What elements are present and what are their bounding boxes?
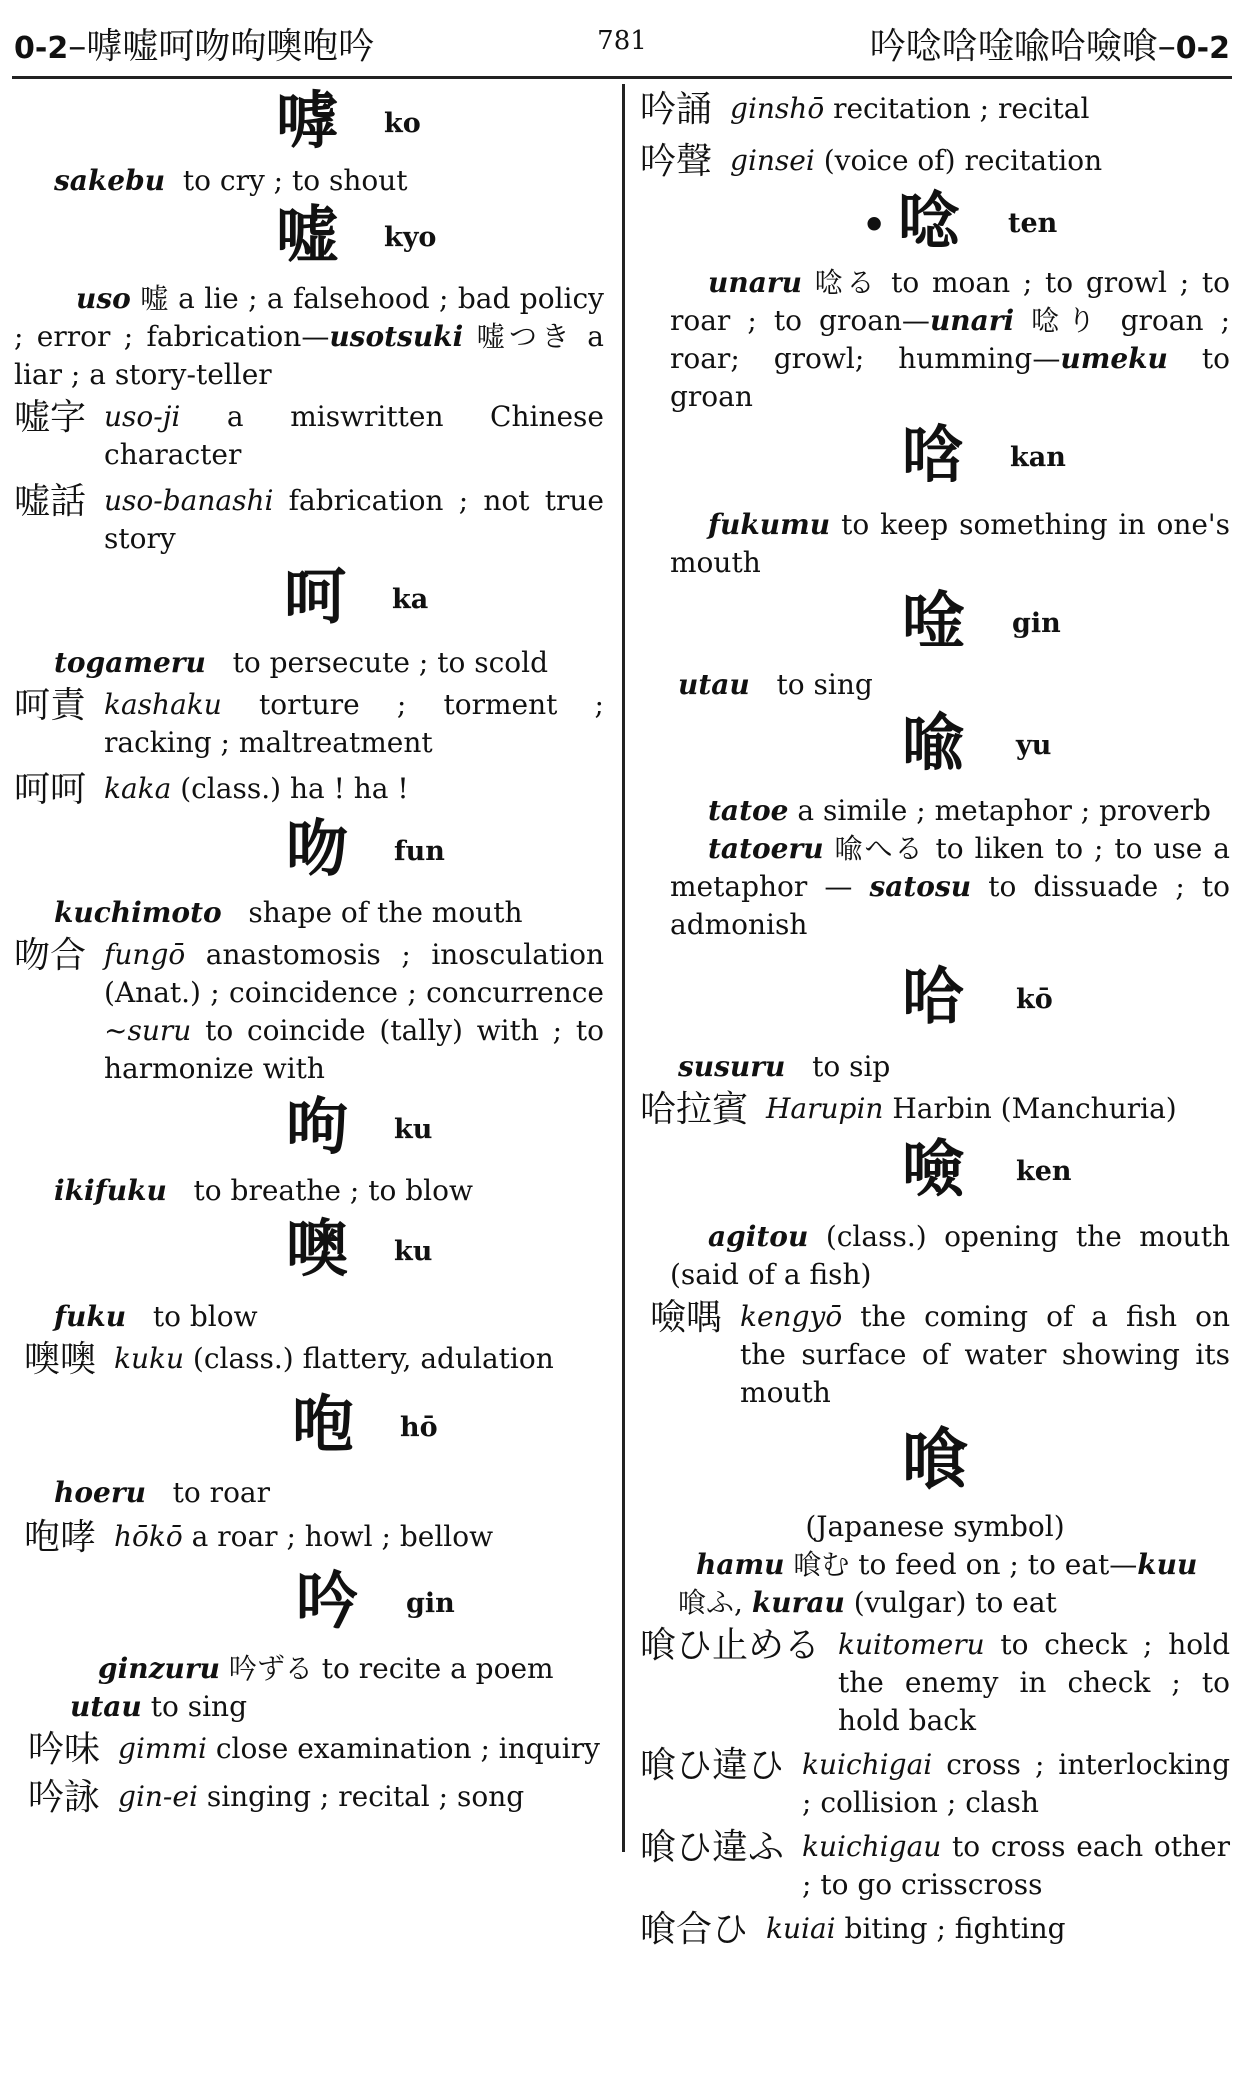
- headword: tatoe: [708, 794, 789, 827]
- entry-head: [14, 1088, 604, 1172]
- compound-kanji: 喰ひ止める: [640, 1625, 821, 1666]
- compound-kanji: 喰合ひ: [640, 1909, 749, 1950]
- definition: [14, 1688, 604, 1726]
- meaning: to check ; hold the enemy in check ; to hold back: [838, 1628, 1230, 1737]
- entry-reading: kyo: [384, 222, 437, 253]
- compound-entry: [640, 142, 1230, 182]
- compound-reading: kuichigai: [802, 1748, 933, 1781]
- headword: kurau: [751, 1586, 845, 1619]
- meaning: biting ; fighting: [835, 1912, 1066, 1945]
- header-right-code: 0-2: [1175, 31, 1230, 66]
- entry-note: (Japanese symbol): [805, 1510, 1065, 1543]
- entry-reading: ken: [1016, 1156, 1072, 1187]
- definition: [14, 894, 604, 932]
- compound-reading: kuichigau: [802, 1830, 942, 1863]
- entry-kanji: 唫: [902, 584, 965, 657]
- meaning: recitation ; recital: [824, 92, 1090, 125]
- entry-head: [640, 182, 1230, 264]
- meaning: 吟ずる to recite a poem: [219, 1652, 554, 1685]
- entry-reading: ten: [1008, 208, 1058, 239]
- entry-head: [640, 944, 1230, 1048]
- entry-head: [14, 1380, 604, 1474]
- compound-entry: [14, 1730, 604, 1770]
- meaning: 嘘 a lie ; a falsehood ; bad policy ; error ; fabrication—: [14, 282, 604, 353]
- headword: sakebu: [54, 164, 166, 197]
- definition: [14, 644, 604, 682]
- left-column: [14, 82, 604, 1818]
- entry-kanji: 吟: [296, 1564, 359, 1637]
- compound-entry: [14, 1518, 604, 1558]
- definition: [640, 1546, 1230, 1584]
- compound-entry: [640, 90, 1230, 130]
- entry-kanji: 喩: [902, 706, 965, 779]
- header-left-code: 0-2: [14, 31, 69, 66]
- compound-reading: kaka: [104, 772, 172, 805]
- meaning: (voice of) recitation: [814, 144, 1103, 177]
- compound-reading: ~suru: [104, 1014, 192, 1047]
- compound-reading: kengyō: [740, 1300, 843, 1333]
- page-number: 781: [597, 26, 647, 56]
- compound-kanji: 吻合: [14, 935, 87, 976]
- meaning: (class.) opening the mouth (said of a fish): [670, 1220, 1230, 1291]
- definition: [14, 1172, 604, 1210]
- entry-kanji: 嘘: [276, 198, 339, 271]
- meaning: the coming of a fish on the surface of water showing its mouth: [740, 1300, 1230, 1409]
- headword: usotsuki: [329, 320, 464, 353]
- entry-reading: ko: [384, 108, 421, 139]
- entry-kanji: 咆: [292, 1388, 355, 1461]
- compound-entry: [14, 482, 604, 558]
- compound-entry: [14, 936, 604, 1088]
- entry-head: [640, 582, 1230, 666]
- entry-reading: gin: [406, 1588, 455, 1619]
- compound-kanji: 咆哮: [24, 1517, 97, 1558]
- meaning: 喰ふ,: [678, 1586, 752, 1619]
- compound-reading: ginsei: [730, 144, 815, 177]
- entry-head: [14, 1558, 604, 1650]
- definition: [640, 666, 1230, 704]
- entry-kanji: 唸: [898, 184, 961, 257]
- headword: unaru: [708, 266, 802, 299]
- meaning: torture ; torment ; racking ; maltreatment: [104, 688, 604, 759]
- compound-kanji: 嘘話: [14, 481, 87, 522]
- headword: unari: [929, 304, 1015, 337]
- entry-reading: fun: [394, 836, 445, 867]
- meaning: (class.) flattery, adulation: [184, 1342, 554, 1375]
- compound-kanji: 噞喁: [650, 1297, 723, 1338]
- compound-kanji: 喰ひ違ふ: [640, 1827, 785, 1868]
- compound-reading: gin-ei: [118, 1780, 198, 1813]
- meaning: to keep something in one's mouth: [670, 508, 1230, 579]
- meaning: 喩へる to liken to ; to use a metaphor —: [670, 832, 1230, 903]
- header-right: [870, 18, 1230, 69]
- compound-reading: ginshō: [730, 92, 825, 125]
- compound-entry: [14, 770, 604, 810]
- headword: fukumu: [708, 508, 831, 541]
- compound-reading: uso-ji: [104, 400, 181, 433]
- entry-head: [14, 200, 604, 280]
- entry-kanji: 噢: [286, 1212, 349, 1285]
- entry-reading: ku: [394, 1114, 433, 1145]
- headword: umeku: [1060, 342, 1168, 375]
- compound-entry: [640, 1746, 1230, 1822]
- entry-kanji: 嘑: [276, 84, 339, 157]
- compound-kanji: 呵責: [14, 685, 87, 726]
- meaning: to persecute ; to scold: [232, 646, 548, 679]
- headword: utau: [678, 668, 750, 701]
- meaning: 喰む to feed on ; to eat—: [784, 1548, 1138, 1581]
- entry-head: [640, 1412, 1230, 1546]
- page-header: [14, 12, 1230, 68]
- meaning: (class.) ha ! ha !: [171, 772, 409, 805]
- meaning: Harbin (Manchuria): [883, 1092, 1177, 1125]
- compound-kanji: 嘘字: [14, 397, 87, 438]
- compound-reading: kuku: [114, 1342, 185, 1375]
- entry-head: [640, 1130, 1230, 1218]
- header-left-chars: –嘑嘘呵吻呴噢咆吟: [68, 26, 375, 67]
- compound-reading: hōkō: [114, 1520, 183, 1553]
- entry-reading: yu: [1016, 730, 1052, 761]
- compound-entry: [14, 1778, 604, 1818]
- meaning: (vulgar) to eat: [844, 1586, 1057, 1619]
- meaning: cross ; interlocking ; collision ; clash: [802, 1748, 1230, 1819]
- meaning: a miswritten Chinese character: [104, 400, 604, 471]
- compound-kanji: 哈拉賓: [640, 1089, 749, 1130]
- entry-reading: ku: [394, 1236, 433, 1267]
- compound-reading: uso-banashi: [104, 484, 274, 517]
- compound-entry: [14, 398, 604, 474]
- meaning: to groan: [670, 342, 1231, 413]
- headword: hamu: [696, 1548, 785, 1581]
- compound-entry: [640, 1298, 1230, 1412]
- meaning: shape of the mouth: [248, 896, 523, 929]
- compound-reading: kuitomeru: [838, 1628, 985, 1661]
- compound-entry: [14, 686, 604, 762]
- meaning: to sing: [141, 1690, 247, 1723]
- definition: [640, 792, 1230, 830]
- column-divider: [622, 84, 625, 1852]
- meaning: fabrication ; not true story: [104, 484, 604, 555]
- entry-head: [14, 558, 604, 644]
- definition: [14, 1474, 604, 1512]
- headword: uso: [76, 282, 131, 315]
- meaning: a simile ; metaphor ; proverb: [788, 794, 1211, 827]
- compound-entry: [14, 1340, 604, 1380]
- entry-reading: kan: [1010, 442, 1066, 473]
- entry-kanji: 喰: [902, 1420, 968, 1498]
- header-rule: [12, 76, 1232, 79]
- entry-head: [14, 82, 604, 194]
- compound-reading: fungō: [104, 938, 186, 971]
- compound-reading: kuiai: [766, 1912, 836, 1945]
- entry-kanji: 噞: [902, 1132, 965, 1205]
- headword: susuru: [678, 1050, 786, 1083]
- meaning: close examination ; inquiry: [206, 1732, 600, 1765]
- definition: [14, 280, 604, 394]
- compound-kanji: 吟聲: [640, 141, 713, 182]
- compound-reading: kashaku: [104, 688, 222, 721]
- headword: hoeru: [54, 1476, 146, 1509]
- definition: [640, 830, 1230, 944]
- compound-kanji: 呵呵: [14, 769, 87, 810]
- headword: satosu: [869, 870, 972, 903]
- meaning: to sip: [812, 1050, 891, 1083]
- meaning: to cross each other ; to go crisscross: [802, 1830, 1230, 1901]
- headword: ikifuku: [54, 1174, 167, 1207]
- entry-kanji: 吻: [286, 812, 349, 885]
- meaning: 唸り groan ; roar; growl; humming—: [670, 304, 1230, 375]
- compound-kanji: 喰ひ違ひ: [640, 1745, 785, 1786]
- header-right-chars: 吟唸唅唫喩哈噞喰–: [869, 26, 1176, 67]
- meaning: singing ; recital ; song: [197, 1780, 525, 1813]
- compound-entry: [640, 1828, 1230, 1904]
- compound-entry: [640, 1090, 1230, 1130]
- meaning: to roar: [172, 1476, 271, 1509]
- headword: fuku: [54, 1300, 127, 1333]
- entry-head: [14, 810, 604, 894]
- entry-head: [640, 704, 1230, 792]
- entry-kanji: 呵: [284, 560, 347, 633]
- compound-kanji: 吟詠: [28, 1777, 101, 1818]
- compound-entry: [640, 1910, 1230, 1950]
- compound-kanji: 噢噢: [24, 1339, 97, 1380]
- headword: ginzuru: [98, 1652, 220, 1685]
- meaning: to cry ; to shout: [182, 164, 408, 197]
- compound-kanji: 吟味: [28, 1729, 101, 1770]
- meaning: to blow: [152, 1300, 258, 1333]
- headword: tatoeru: [708, 832, 824, 865]
- meaning: to sing: [776, 668, 873, 701]
- right-column: [640, 82, 1230, 1950]
- meaning: a roar ; howl ; bellow: [182, 1520, 494, 1553]
- meaning: anastomosis ; inosculation (Anat.) ; coincidence ; concurrence: [104, 938, 604, 1009]
- compound-kanji: 吟誦: [640, 89, 713, 130]
- entry-kanji: 呴: [286, 1090, 349, 1163]
- headword: utau: [70, 1690, 142, 1723]
- headword: kuu: [1137, 1548, 1198, 1581]
- definition: [640, 1048, 1230, 1086]
- entry-head: [640, 416, 1230, 506]
- entry-kanji: 哈: [902, 960, 965, 1033]
- compound-reading: gimmi: [118, 1732, 207, 1765]
- entry-reading: gin: [1012, 608, 1061, 639]
- meaning: to dissuade ; to admonish: [670, 870, 1230, 941]
- entry-reading: kō: [1016, 984, 1053, 1015]
- bullet-marker: •: [862, 202, 887, 247]
- meaning: to coincide (tally) with ; to harmonize with: [104, 1014, 604, 1085]
- entry-reading: ka: [392, 584, 429, 615]
- definition: [640, 264, 1230, 416]
- definition: [14, 1298, 604, 1336]
- meaning: 唸る to moan ; to growl ; to roar ; to groan—: [670, 266, 1230, 337]
- headword: agitou: [708, 1220, 809, 1253]
- headword: kuchimoto: [54, 896, 222, 929]
- compound-reading: Harupin: [766, 1092, 884, 1125]
- meaning: to breathe ; to blow: [193, 1174, 473, 1207]
- meaning: 嘘つき a liar ; a story-teller: [14, 320, 604, 391]
- definition: [640, 1218, 1230, 1294]
- headword: togameru: [54, 646, 206, 679]
- definition: [640, 1584, 1230, 1622]
- entry-head: [14, 1210, 604, 1298]
- compound-entry: [640, 1626, 1230, 1740]
- entry-reading: hō: [400, 1412, 438, 1443]
- entry-kanji: 唅: [902, 418, 965, 491]
- definition: [640, 506, 1230, 582]
- definition: [14, 1650, 604, 1688]
